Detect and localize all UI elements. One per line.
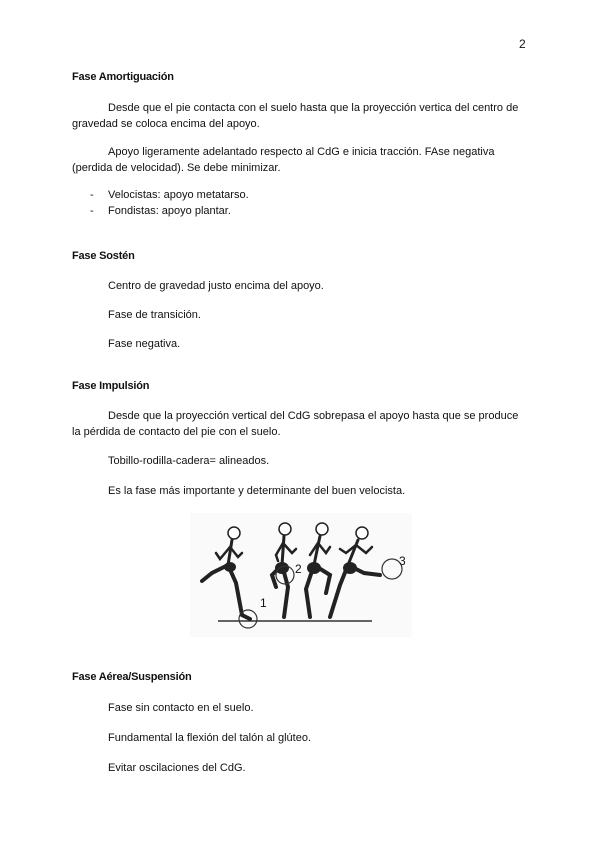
- figure-label-1: 1: [260, 596, 267, 610]
- section-title-amortiguacion: Fase Amortiguación: [72, 71, 174, 83]
- figure-label-2: 2: [295, 562, 302, 576]
- section-title-impulsion: Fase Impulsión: [72, 380, 150, 392]
- sosten-line-1: Centro de gravedad justo encima del apoyo.: [108, 280, 324, 292]
- sosten-line-3: Fase negativa.: [108, 338, 181, 350]
- impulsion-line-1: Tobillo-rodilla-cadera= alineados.: [108, 455, 270, 467]
- impulsion-line-2: Es la fase más importante y determinante del buen velocista.: [108, 485, 406, 497]
- section-title-aerea: Fase Aérea/Suspensión: [72, 671, 192, 683]
- section-title-sosten: Fase Sostén: [72, 250, 135, 262]
- runners-phases-figure: [190, 513, 412, 637]
- aerea-line-3: Evitar oscilaciones del CdG.: [108, 762, 246, 774]
- bullet-text: Fondistas: apoyo plantar.: [108, 205, 231, 217]
- amortiguacion-paragraph-2: Apoyo ligeramente adelantado respecto al CdG e inicia tracción. FAse negativa (perdida de velocidad). Se debe minimizar.: [72, 146, 495, 174]
- aerea-line-2: Fundamental la flexión del talón al glúteo.: [108, 732, 312, 744]
- amortiguacion-paragraph-1: Desde que el pie contacta con el suelo hasta que la proyección vertica del centro de gravedad se coloca encima del apoyo.: [72, 102, 519, 130]
- aerea-line-1: Fase sin contacto en el suelo.: [108, 702, 254, 714]
- figure-label-3: 3: [399, 554, 406, 568]
- bullet-dash: -: [90, 205, 94, 217]
- impulsion-paragraph-1: Desde que la proyección vertical del CdG sobrepasa el apoyo hasta que se produce la pérdida de contacto del pie con el suelo.: [72, 410, 519, 438]
- sosten-line-2: Fase de transición.: [108, 309, 201, 321]
- bullet-dash: -: [90, 189, 94, 201]
- bullet-text: Velocistas: apoyo metatarso.: [108, 189, 249, 201]
- page-number: 2: [519, 37, 526, 51]
